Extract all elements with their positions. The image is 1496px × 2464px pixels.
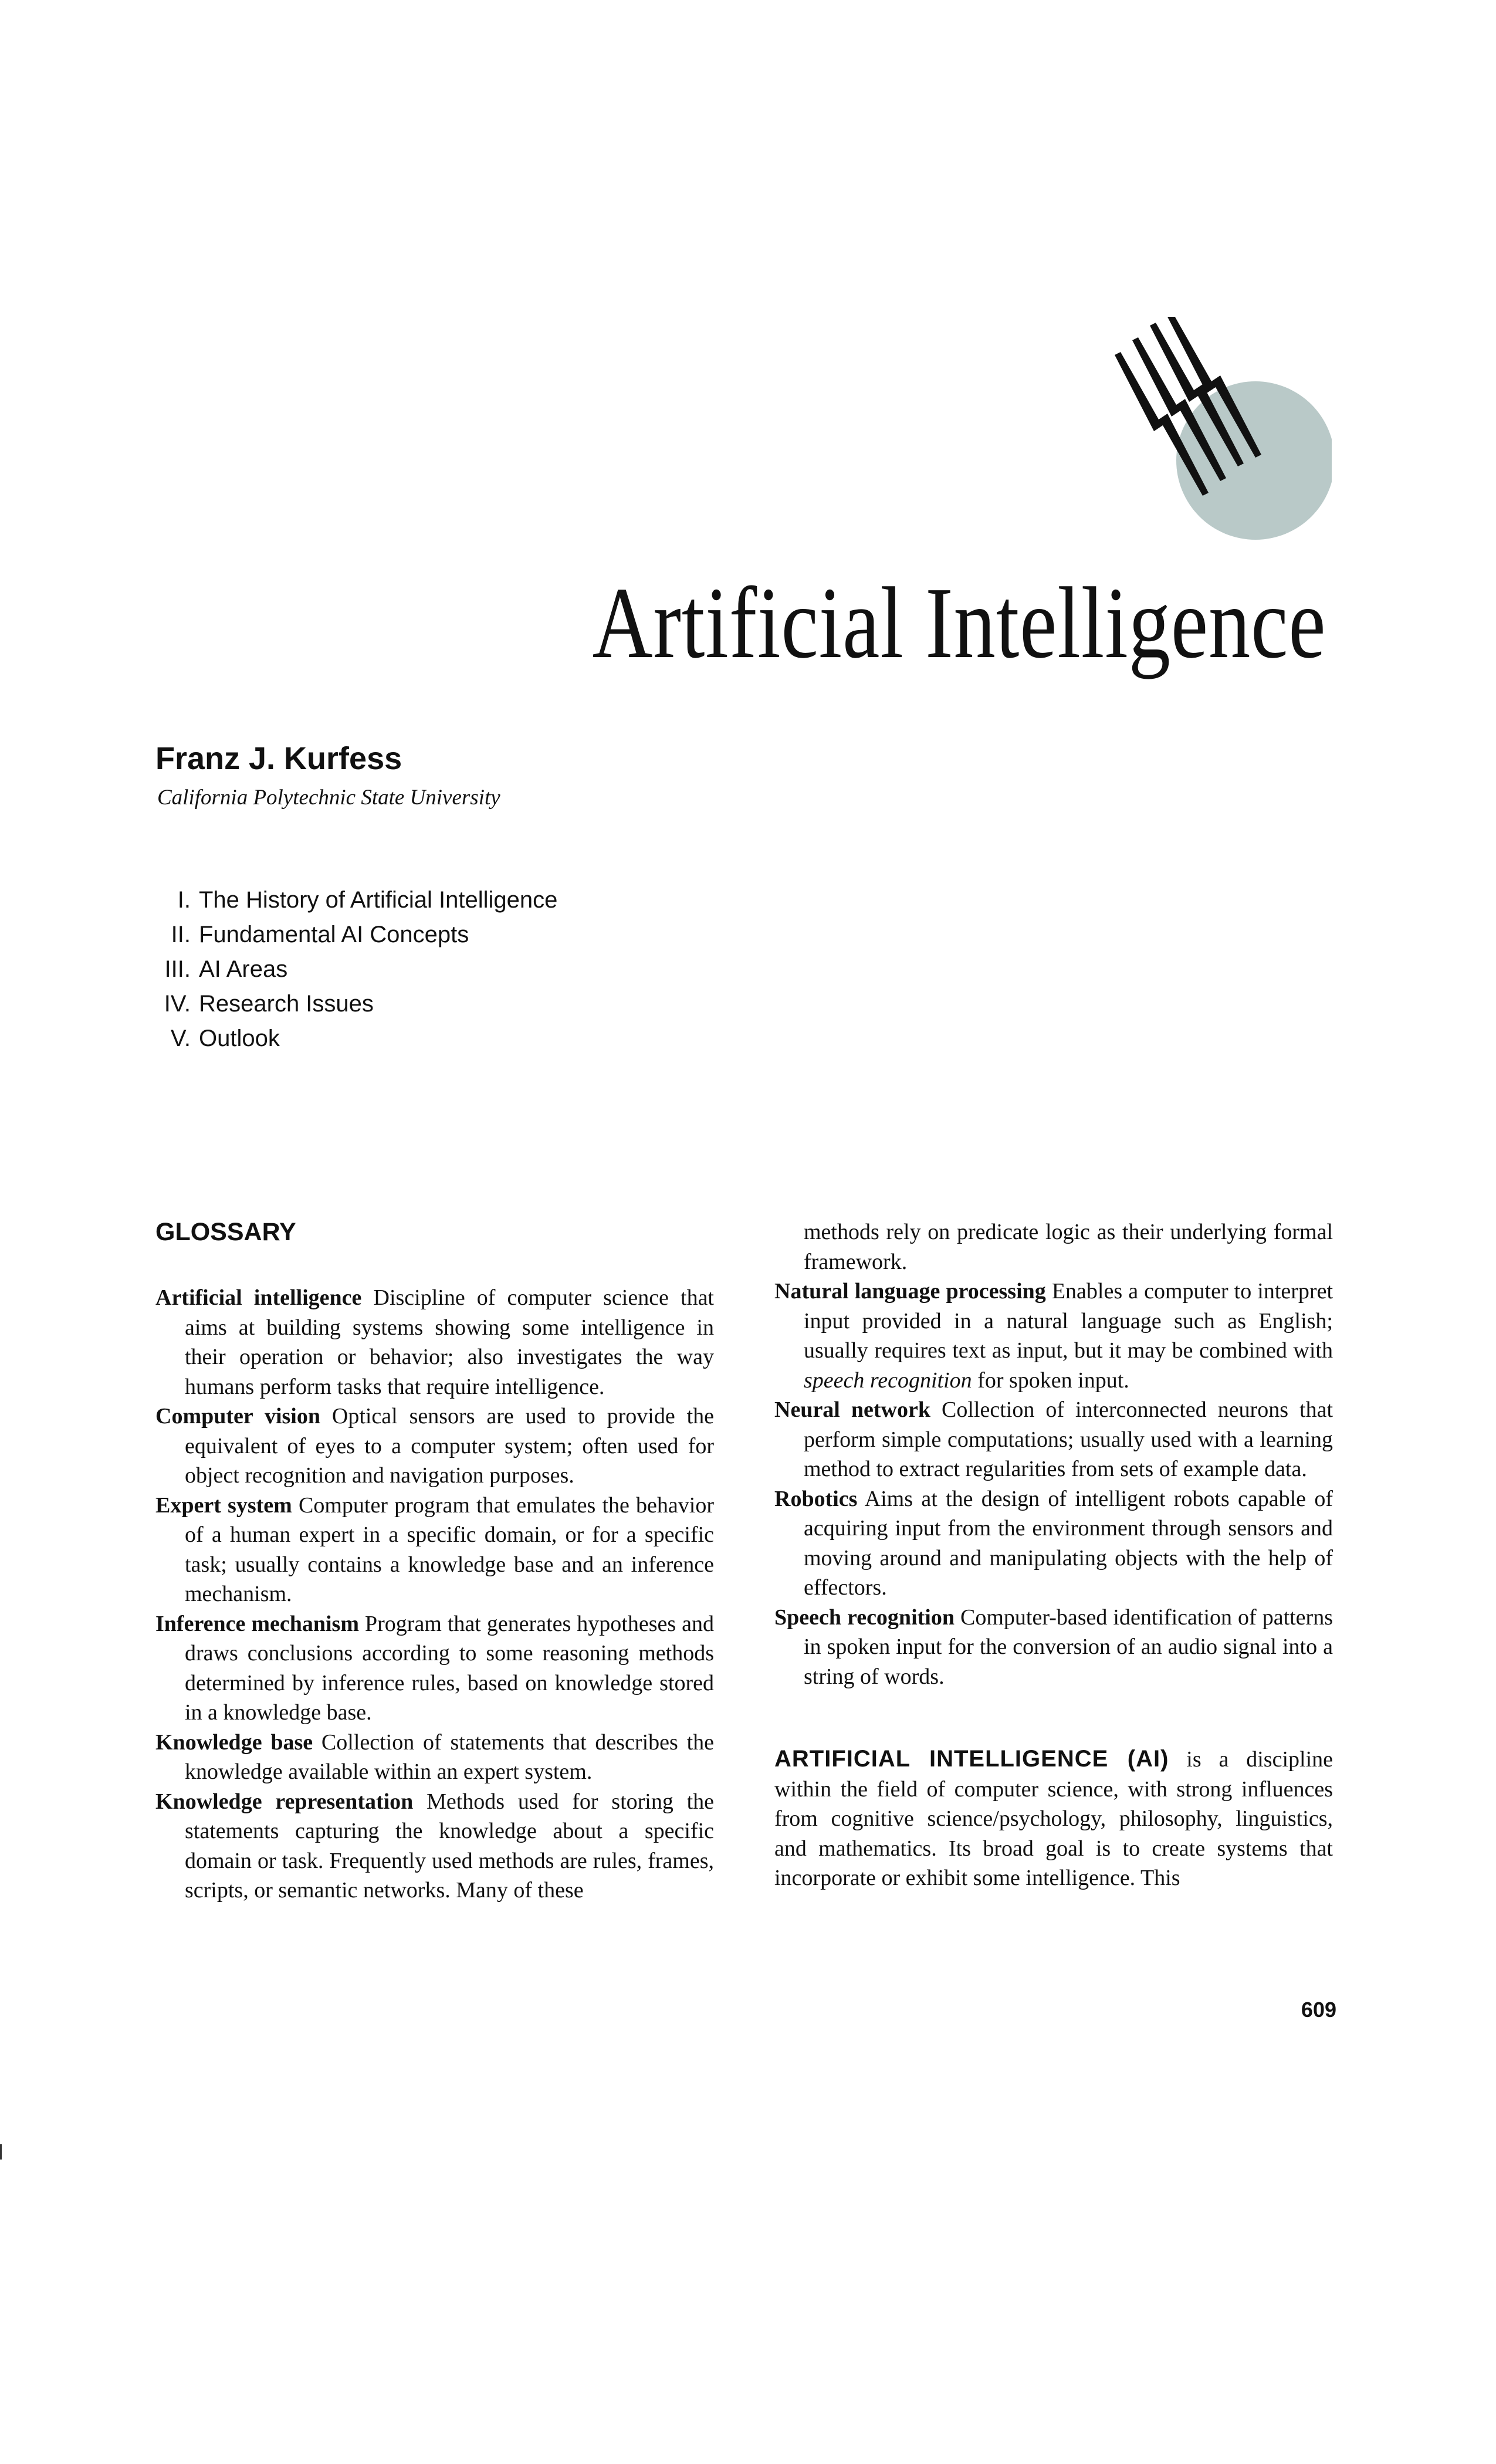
margin-mark (0, 2144, 2, 2160)
outline-item: IV. Research Issues (164, 991, 374, 1017)
glossary-entry: Natural language processing Enables a computer to interpret input provided in a natural language such as English; usually requires text as input, but it may be combined with speech recognition for spoken input. (774, 1279, 1333, 1393)
glossary-continuation: methods rely on predicate logic as their underlying formal framework. (804, 1220, 1333, 1274)
glossary-heading: GLOSSARY (155, 1218, 296, 1246)
outline-item: III. AI Areas (164, 956, 288, 982)
glossary-entry: Knowledge representation Methods used for storing the statements capturing the knowledge about a specific domain or task. Frequently used methods are rules, frames, scripts, or semantic networks. Many of these (155, 1789, 715, 1903)
author-name: Franz J. Kurfess (155, 741, 402, 776)
intro-paragraph: ARTIFICIAL INTELLIGENCE (AI) is a discipline within the field of computer science, with strong influences from cognitive science/psychology, philosophy, linguistics, and mathematics. Its broad goal is to create systems that incorporate or exhibit some intelligence. This (774, 1746, 1333, 1890)
outline-item: I. The History of Artificial Intelligence (177, 887, 558, 913)
outline-item: II. Fundamental AI Concepts (171, 922, 469, 947)
glossary-entry: Robotics Aims at the design of intelligent robots capable of acquiring input from the environment through sensors and moving around and manipulating objects with the help of effectors. (774, 1486, 1333, 1600)
glossary-column-right (774, 1217, 1333, 1915)
glossary-entry: Neural network Collection of interconnected neurons that perform simple computations; usually used with a learning method to extract regularities from sets of example data. (774, 1397, 1333, 1481)
glossary-entry: Artificial intelligence Discipline of computer science that aims at building systems showing some intelligence in their operation or behavior; also investigates the way humans perform tasks that require intelligence. (155, 1285, 714, 1399)
article-outline (132, 883, 557, 1056)
glossary-entry: Computer vision Optical sensors are used to provide the equivalent of eyes to a computer system; often used for object recognition and navigation purposes. (155, 1404, 714, 1488)
glossary-entry: Inference mechanism Program that generates hypotheses and draws conclusions according to some reasoning methods determined by inference rules, based on knowledge stored in a knowledge base. (155, 1611, 715, 1725)
glossary-column-left (155, 1217, 714, 1905)
outline-item: V. Outlook (170, 1025, 280, 1051)
lightning-circle-icon (1115, 317, 1332, 540)
page-number: 609 (1301, 1998, 1336, 2022)
article-title: Artificial Intelligence (592, 566, 1326, 679)
glossary-entry: Expert system Computer program that emulates the behavior of a human expert in a specific domain, or for a specific task; usually contains a knowledge base and an inference mechanism. (155, 1492, 715, 1606)
glossary-entry: Speech recognition Computer-based identification of patterns in spoken input for the conversion of an audio signal into a string of words. (774, 1605, 1333, 1689)
author-affiliation: California Polytechnic State University (157, 786, 500, 810)
glossary-entry: Knowledge base Collection of statements that describes the knowledge available within an expert system. (155, 1729, 714, 1784)
